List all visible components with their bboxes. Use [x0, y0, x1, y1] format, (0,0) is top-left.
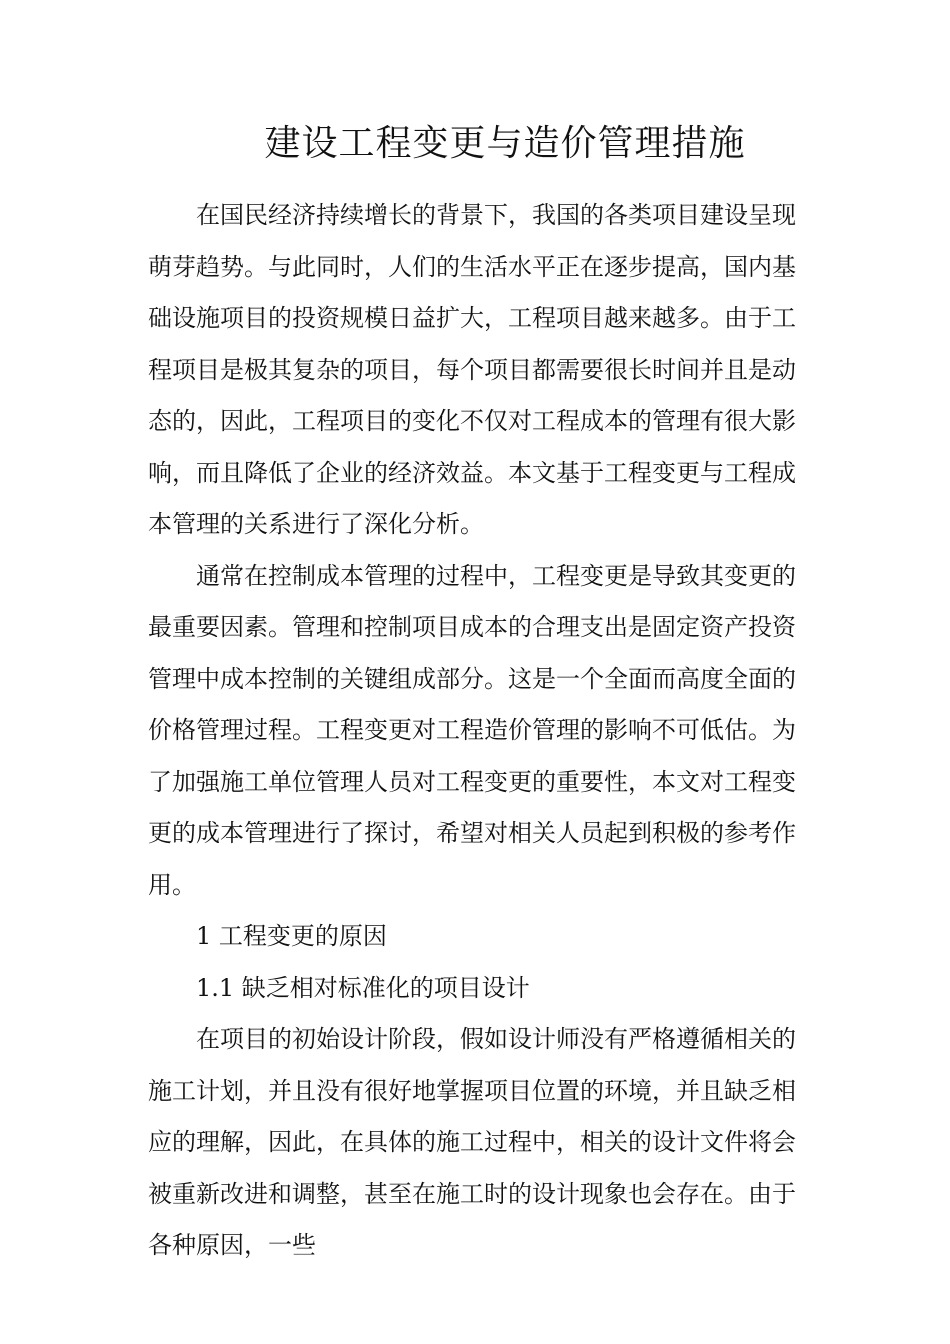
document-title: 建设工程变更与造价管理措施 [264, 123, 746, 164]
body-paragraph: 在项目的初始设计阶段，假如设计师没有严格遵循相关的施工计划，并且没有很好地掌握项目位置的环境，并且缺乏相应的理解，因此，在具体的施工过程中，相关的设计文件将会被重新改进和调整，甚至在施工时的设计现象也会存在。由于各种原因，一些 [148, 1025, 796, 1259]
section-heading: 1 工程变更的原因 [196, 922, 387, 950]
body-paragraph: 通常在控制成本管理的过程中，工程变更是导致其变更的最重要因素。管理和控制项目成本的合理支出是固定资产投资管理中成本控制的关键组成部分。这是一个全面而高度全面的价格管理过程。工程变更对工程造价管理的影响不可低估。为了加强施工单位管理人员对工程变更的重要性，本文对工程变更的成本管理进行了探讨，希望对相关人员起到积极的参考作用。 [148, 561, 796, 899]
body-paragraph: 在国民经济持续增长的背景下，我国的各类项目建设呈现萌芽趋势。与此同时，人们的生活水平正在逐步提高，国内基础设施项目的投资规模日益扩大，工程项目越来越多。由于工程项目是极其复杂的项目，每个项目都需要很长时间并且是动态的，因此，工程项目的变化不仅对工程成本的管理有很大影响，而且降低了企业的经济效益。本文基于工程变更与工程成本管理的关系进行了深化分析。 [148, 201, 796, 538]
document-body [148, 190, 796, 1272]
subsection-heading: 1.1 缺乏相对标准化的项目设计 [196, 973, 530, 1002]
